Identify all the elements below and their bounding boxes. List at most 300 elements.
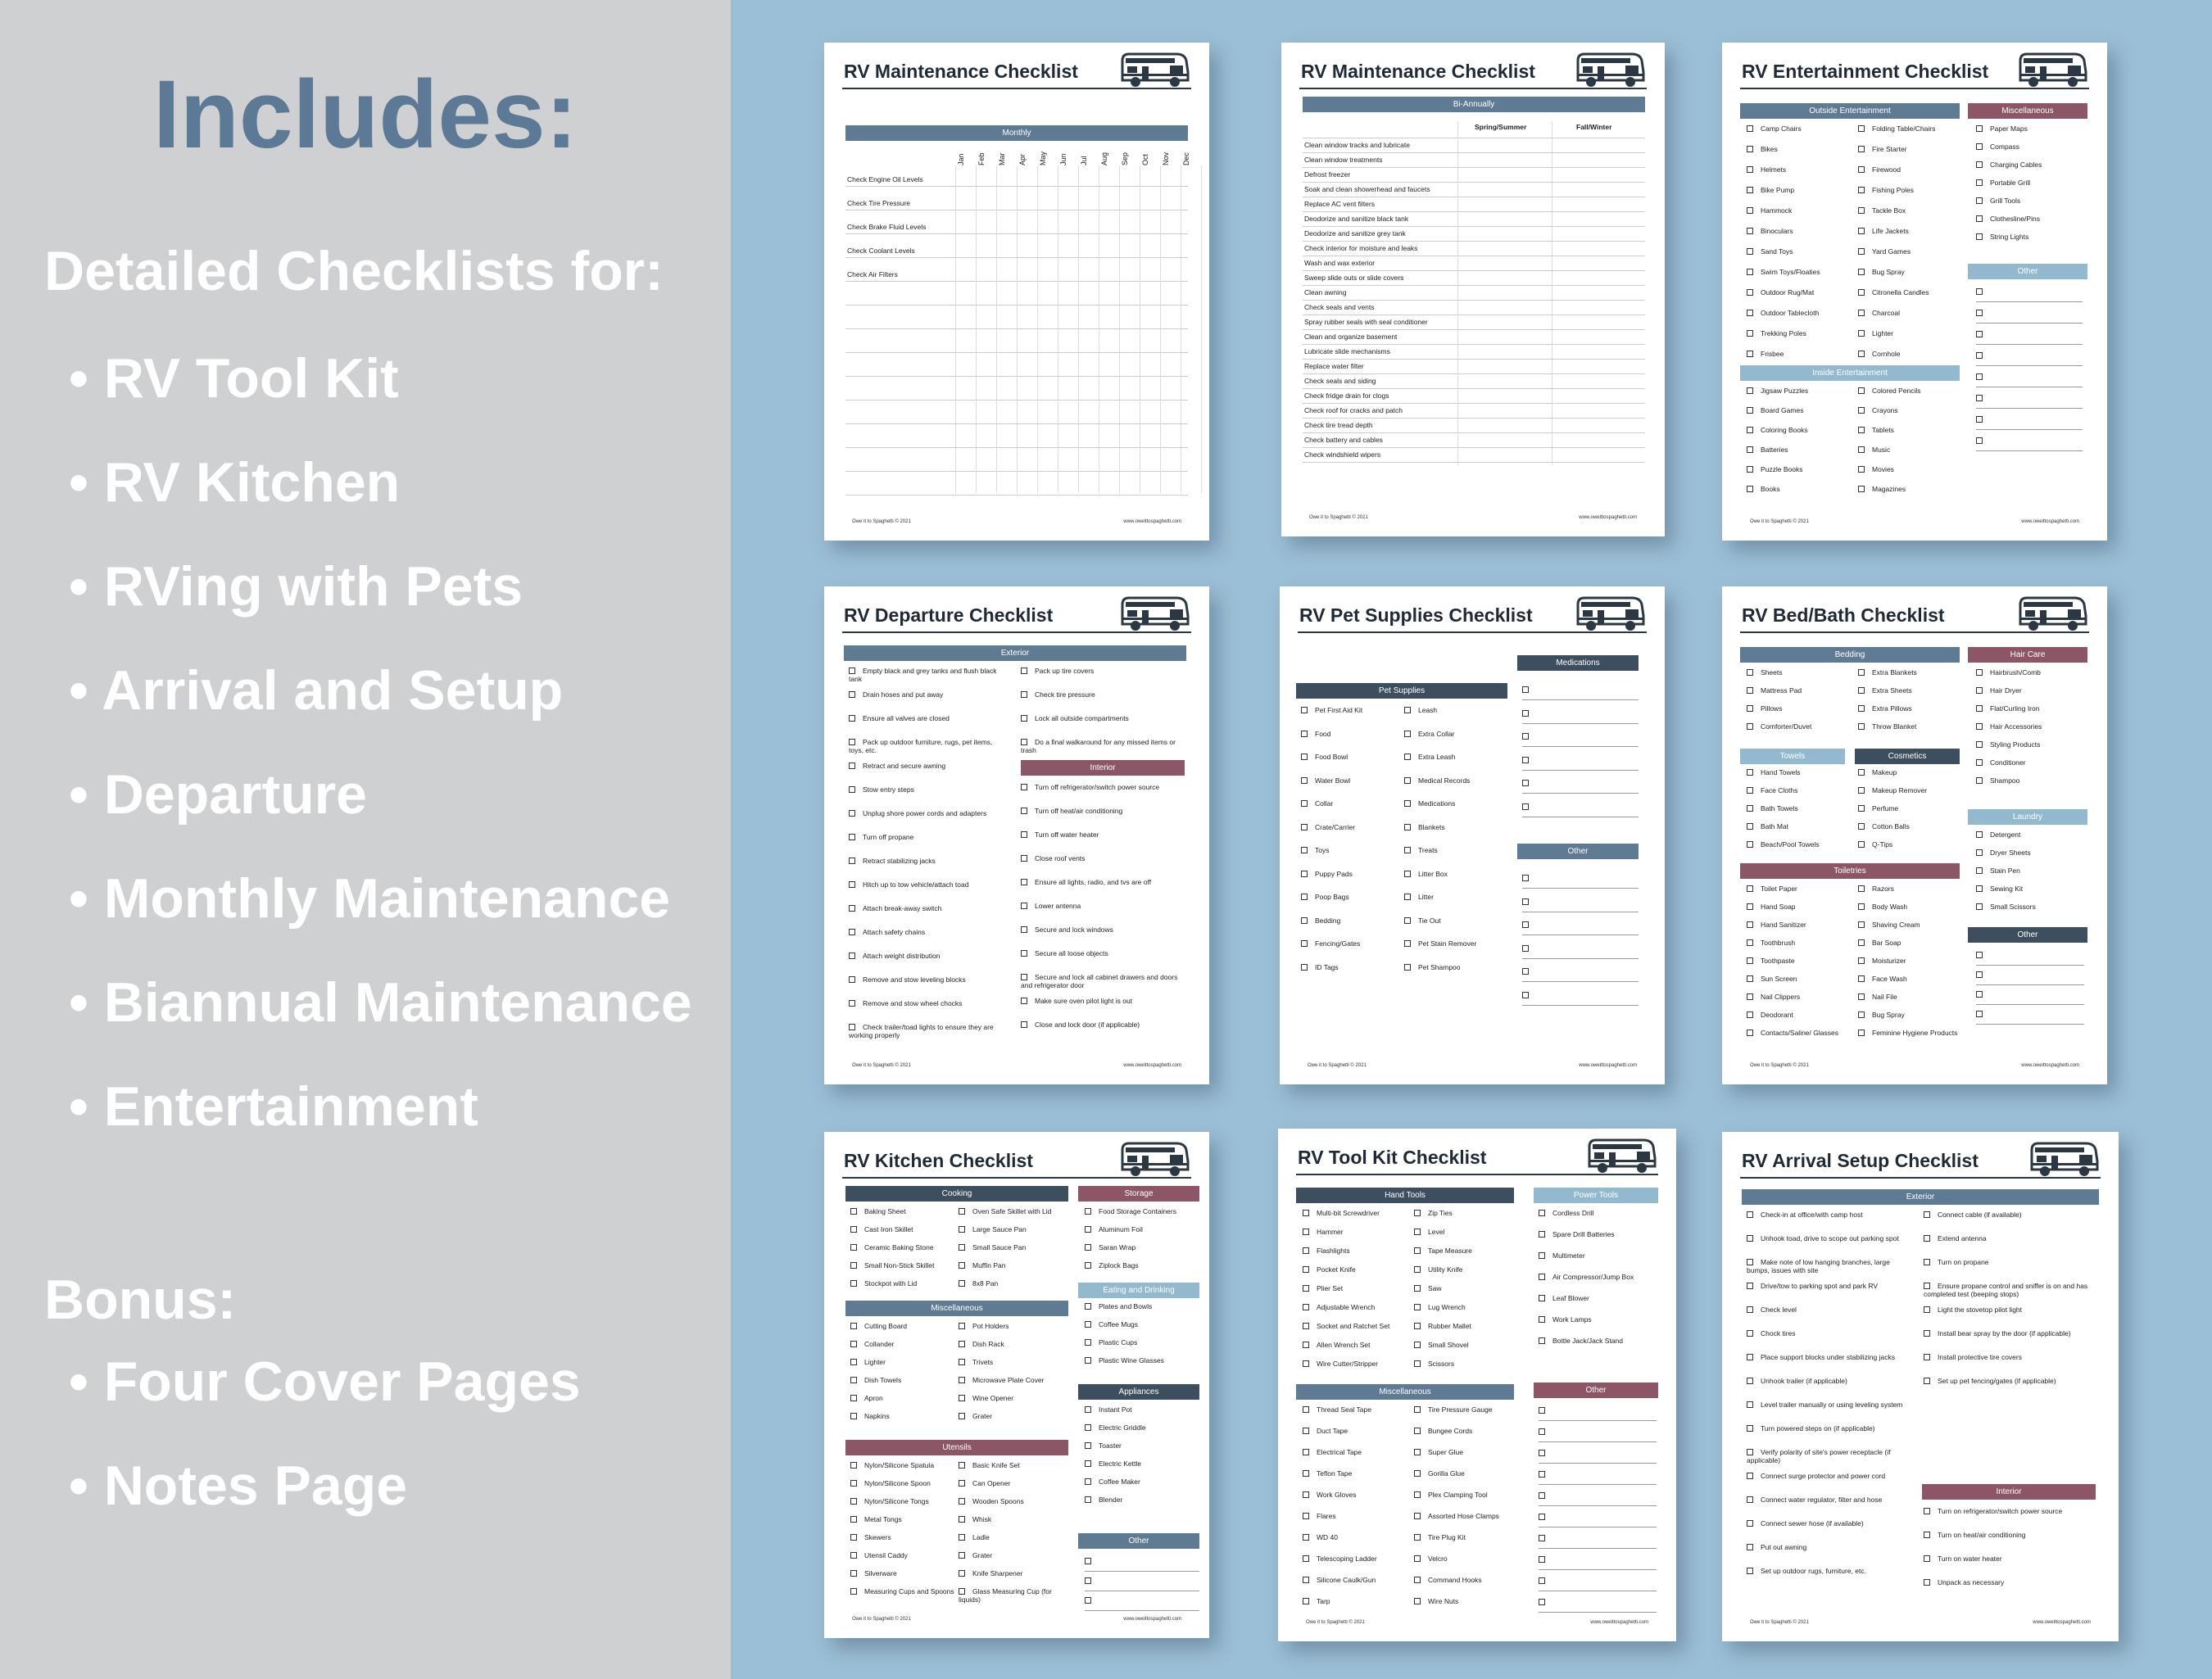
checkbox-icon	[1414, 1266, 1421, 1273]
bullet-pets: • RVing with Pets	[69, 555, 524, 618]
checklist-item-label: Plates and Bowls	[1099, 1302, 1153, 1310]
checklist-item	[850, 1587, 955, 1595]
checklist-item	[1303, 1533, 1338, 1542]
checklist-item	[1858, 903, 1960, 911]
blank-line	[1522, 981, 1639, 982]
checkbox-icon	[1414, 1210, 1421, 1216]
checklist-item-label: Turn on water heater	[1938, 1555, 2002, 1563]
rv-icon	[1586, 1135, 1657, 1174]
checklist-item	[1747, 957, 1848, 965]
checklist-item-label: Clean window tracks and lubricate	[1304, 141, 1410, 149]
checklist-item-label: Hand Soap	[1761, 903, 1796, 911]
sheet-title: RV Maintenance Checklist	[1301, 61, 1535, 82]
checklist-item-label: Metal Tongs	[864, 1515, 902, 1523]
checkbox-icon	[1747, 805, 1753, 812]
checklist-item-label: Deodorize and sanitize grey tank	[1304, 229, 1406, 238]
checklist-item-label: Razors	[1872, 885, 1894, 893]
blank-line	[1976, 408, 2083, 409]
checklist-item	[959, 1533, 1063, 1541]
checklist-item	[1747, 885, 1848, 893]
checklist-item	[850, 1515, 955, 1523]
checklist-item	[1747, 329, 1806, 338]
checklist-item-label: Check Brake Fluid Levels	[847, 223, 927, 231]
checkbox-icon	[1976, 777, 1983, 784]
checklist-item	[959, 1243, 1026, 1252]
checkbox-icon	[849, 953, 855, 959]
checkbox-icon	[1303, 1247, 1309, 1254]
blank-checkbox	[1522, 803, 1529, 810]
checkbox-icon	[1747, 1235, 1753, 1242]
checkbox-icon	[1924, 1532, 1930, 1538]
checklist-item-label: Coloring Books	[1761, 426, 1808, 434]
checklist-item-label: Food Storage Containers	[1099, 1207, 1176, 1215]
checklist-item-label: Multi-bit Screwdriver	[1317, 1209, 1380, 1217]
checklist-item	[1303, 1405, 1371, 1414]
checklist-item	[1747, 186, 1794, 195]
checkbox-icon	[1976, 197, 1983, 204]
checklist-item	[1924, 1377, 2097, 1385]
checklist-item-label: Ladle	[972, 1533, 990, 1541]
checklist-item	[959, 1376, 1044, 1385]
grid-row	[1303, 211, 1645, 212]
checklist-item-label: Saran Wrap	[1099, 1243, 1136, 1251]
grid-col	[1017, 165, 1018, 493]
checklist-item	[849, 833, 1009, 841]
bullet-cover-pages: • Four Cover Pages	[69, 1351, 581, 1413]
checklist-item-label: Make note of low hanging branches, large bumps, issues with site	[1747, 1258, 1890, 1274]
section-header: Other	[1534, 1383, 1658, 1398]
checklist-item	[1303, 1341, 1371, 1350]
checklist-item-label: Spray rubber seals with seal conditioner	[1304, 318, 1428, 326]
footer-copyright: Owe it to Spaghetti © 2021	[852, 1617, 911, 1622]
checklist-item	[1747, 1543, 1912, 1551]
footer-copyright: Owe it to Spaghetti © 2021	[852, 519, 911, 524]
checkbox-icon	[1747, 1425, 1753, 1432]
checklist-item	[1303, 1597, 1330, 1606]
checklist-item-label: Coffee Mugs	[1099, 1320, 1139, 1328]
checkbox-icon	[850, 1552, 857, 1559]
checklist-item	[850, 1340, 894, 1349]
checklist-item	[1304, 436, 1383, 445]
section-header: Miscellaneous	[1968, 103, 2087, 119]
checklist-item-label: Oven Safe Skillet with Lid	[972, 1207, 1052, 1215]
checklist-item-label: Cordless Drill	[1552, 1209, 1594, 1217]
checklist-item	[1858, 186, 1914, 195]
checklist-item	[1303, 1265, 1356, 1274]
checkbox-icon	[1858, 885, 1865, 892]
checklist-item-label: Conditioner	[1990, 758, 2026, 767]
checklist-item-label: Ensure all lights, radio, and tvs are off	[1035, 878, 1152, 886]
grid-col	[1037, 165, 1038, 493]
blank-checkbox	[1539, 1599, 1545, 1605]
checklist-item-label: Check seals and vents	[1304, 303, 1375, 311]
checklist-item-label: Compass	[1990, 143, 2019, 151]
checklist-item	[1924, 1306, 2097, 1314]
footer-copyright: Owe it to Spaghetti © 2021	[852, 1063, 911, 1068]
checklist-item	[1747, 668, 1782, 677]
checklist-item	[1747, 124, 1802, 134]
checkbox-icon	[1747, 351, 1753, 357]
checklist-item-label: Assorted Hose Clamps	[1428, 1512, 1499, 1520]
checkbox-icon	[1858, 387, 1865, 394]
checklist-item-label: Work Gloves	[1317, 1491, 1357, 1499]
checklist-item	[850, 1497, 955, 1505]
blank-line	[1539, 1548, 1657, 1549]
grid-col	[1078, 165, 1079, 493]
checklist-item-label: Grill Tools	[1990, 197, 2021, 205]
grid-row	[1303, 285, 1645, 286]
checklist-item	[1021, 949, 1178, 957]
checkbox-icon	[1414, 1577, 1421, 1583]
checklist-item-label: Unplug shore power cords and adapters	[863, 809, 987, 817]
checklist-item	[850, 1225, 913, 1234]
checkbox-icon	[1924, 1354, 1930, 1360]
checklist-item-label: Turn off heat/air conditioning	[1035, 807, 1123, 815]
checklist-item	[1858, 722, 1916, 731]
checkbox-icon	[1747, 1496, 1753, 1503]
checklist-item	[1858, 247, 1911, 256]
rv-icon	[2017, 593, 2087, 632]
checkbox-icon	[1404, 800, 1411, 807]
checklist-item-label: Collar	[1315, 799, 1334, 808]
checkbox-icon	[1414, 1247, 1421, 1254]
blank-checkbox	[1976, 310, 1983, 316]
section-header: Eating and Drinking	[1078, 1283, 1199, 1298]
checkbox-icon	[1085, 1339, 1091, 1346]
checklist-item-label: Wash and wax exterior	[1304, 259, 1376, 267]
checklist-item	[1858, 1029, 1960, 1037]
checkbox-icon	[1858, 269, 1865, 275]
checkbox-icon	[1976, 849, 1983, 856]
checklist-item-label: Check-in at office/with camp host	[1761, 1211, 1863, 1219]
column-spring: Spring/Summer	[1475, 123, 1527, 131]
checklist-item	[1021, 807, 1178, 815]
checklist-item	[1085, 1302, 1152, 1311]
checklist-item-label: Medical Records	[1418, 776, 1471, 785]
grid-row	[1303, 388, 1645, 389]
checkbox-icon	[1858, 1030, 1865, 1036]
checklist-item-label: Bath Towels	[1761, 804, 1798, 812]
checklist-item-label: Replace water filter	[1304, 362, 1364, 370]
bullet-monthly: • Monthly Maintenance	[69, 867, 671, 930]
checklist-item	[1858, 426, 1894, 435]
checklist-item-label: Movies	[1872, 465, 1894, 473]
checklist-item-label: Can Opener	[972, 1479, 1011, 1487]
blank-checkbox	[1522, 686, 1529, 693]
blank-checkbox	[1976, 971, 1983, 978]
checkbox-icon	[1858, 903, 1865, 910]
checklist-item	[1301, 776, 1350, 785]
checkbox-icon	[850, 1208, 857, 1215]
checklist-item	[1414, 1491, 1488, 1500]
checkbox-icon	[1858, 289, 1865, 296]
checkbox-icon	[1858, 187, 1865, 193]
checklist-item-label: Check level	[1761, 1306, 1797, 1314]
checklist-item-label: Stow entry steps	[863, 785, 914, 794]
checklist-item	[1747, 722, 1811, 731]
checklist-item	[1924, 1234, 2097, 1242]
checkbox-icon	[1085, 1442, 1091, 1449]
checklist-item-label: Check seals and siding	[1304, 377, 1376, 385]
checklist-item	[1858, 309, 1900, 318]
checklist-item	[1303, 1360, 1378, 1369]
blank-checkbox	[1085, 1597, 1091, 1604]
checklist-item-label: Rubber Mallet	[1428, 1322, 1471, 1330]
checklist-item	[1747, 1519, 1912, 1527]
bonus-title: Bonus:	[44, 1269, 237, 1331]
checklist-item-label: Utility Knife	[1428, 1265, 1463, 1274]
checkbox-icon	[1021, 855, 1027, 862]
blank-line	[1522, 958, 1639, 959]
checkbox-icon	[1021, 739, 1027, 745]
checklist-item	[1085, 1261, 1139, 1270]
checkbox-icon	[1924, 1211, 1930, 1218]
checklist-item-label: Body Wash	[1872, 903, 1908, 911]
checklist-item	[1021, 783, 1178, 791]
checklist-item-label: Stockpot with Lid	[864, 1279, 918, 1288]
checklist-item	[1976, 179, 2030, 188]
checkbox-icon	[1924, 1378, 1930, 1384]
checklist-item	[850, 1461, 955, 1469]
checklist-sheet-biannual	[1281, 43, 1665, 536]
checkbox-icon	[1404, 707, 1411, 713]
checklist-item	[1303, 1555, 1377, 1564]
month-label: Oct	[1141, 153, 1149, 165]
grid-row	[1303, 300, 1645, 301]
checkbox-icon	[850, 1341, 857, 1347]
checklist-item-label: Hand Towels	[1761, 768, 1801, 776]
checklist-item-label: Nylon/Silicone Spoon	[864, 1479, 931, 1487]
checklist-item-label: Telescoping Ladder	[1317, 1555, 1377, 1563]
checklist-item	[1304, 259, 1375, 268]
checklist-item-label: Toothbrush	[1761, 939, 1796, 947]
footer-copyright: Owe it to Spaghetti © 2021	[1306, 1620, 1365, 1625]
checkbox-icon	[1303, 1304, 1309, 1310]
month-label: Aug	[1100, 152, 1108, 165]
checkbox-icon	[1747, 1544, 1753, 1550]
checkbox-icon	[1303, 1555, 1309, 1562]
checklist-item-label: Cast Iron Skillet	[864, 1225, 913, 1233]
checklist-item-label: Socket and Ratchet Set	[1317, 1322, 1390, 1330]
checkbox-icon	[850, 1244, 857, 1251]
checklist-item-label: Portable Grill	[1990, 179, 2031, 187]
checklist-item-label: Treats	[1418, 846, 1438, 854]
checkbox-icon	[1747, 1568, 1753, 1574]
checklist-item	[1414, 1576, 1482, 1585]
checklist-item-label: Dryer Sheets	[1990, 849, 2031, 857]
checkbox-icon	[959, 1280, 965, 1287]
checklist-item	[1085, 1320, 1138, 1329]
checklist-item	[1976, 849, 2031, 858]
checklist-item-label: Unhook toad, drive to scope out parking spot	[1761, 1234, 1899, 1242]
checklist-item	[1924, 1555, 2097, 1563]
checklist-item	[1976, 830, 2020, 840]
checklist-item	[1414, 1448, 1463, 1457]
checklist-item-label: WD 40	[1317, 1533, 1338, 1541]
checklist-item	[1747, 822, 1788, 831]
blank-checkbox	[1522, 921, 1529, 928]
checklist-item-label: Flashlights	[1317, 1247, 1350, 1255]
checklist-item-label: Plex Clamping Tool	[1428, 1491, 1488, 1499]
blank-checkbox	[1522, 733, 1529, 740]
checklist-item-label: Flat/Curling Iron	[1990, 704, 2040, 713]
checklist-item-label: Electric Griddle	[1099, 1423, 1146, 1432]
checklist-item	[1924, 1329, 2097, 1337]
checklist-sheet-arrival	[1722, 1132, 2119, 1641]
checklist-item	[1976, 776, 2019, 785]
blank-checkbox	[1085, 1577, 1091, 1584]
checkbox-icon	[1085, 1226, 1091, 1233]
checklist-item-label: Put out awning	[1761, 1543, 1807, 1551]
checklist-item	[1414, 1360, 1454, 1369]
checklist-item	[1404, 706, 1437, 715]
checkbox-icon	[1414, 1598, 1421, 1604]
checklist-item	[850, 1243, 934, 1252]
checkbox-icon	[1303, 1285, 1309, 1292]
includes-title: Includes:	[153, 61, 578, 169]
checklist-item	[1404, 916, 1441, 925]
checklist-item-label: Swim Toys/Floaties	[1761, 268, 1820, 276]
checkbox-icon	[850, 1262, 857, 1269]
checklist-item-label: Camp Chairs	[1761, 124, 1802, 133]
checkbox-icon	[1303, 1342, 1309, 1348]
blank-line	[1976, 323, 2083, 324]
footer-website: www.oweittospaghetti.com	[1579, 1063, 1637, 1068]
blank-line	[1976, 301, 2083, 302]
checklist-item	[1747, 1029, 1848, 1037]
checkbox-icon	[1858, 146, 1865, 152]
month-label: Jun	[1059, 153, 1067, 165]
left-panel	[0, 0, 731, 1679]
checklist-item	[959, 1412, 992, 1421]
checklist-item	[1858, 822, 1910, 831]
checkbox-icon	[1414, 1513, 1421, 1519]
checklist-item	[1858, 145, 1907, 154]
checkbox-icon	[1085, 1424, 1091, 1431]
checklist-item	[1301, 893, 1349, 902]
checklist-item-label: Apron	[864, 1394, 883, 1402]
checklist-item	[1747, 1306, 1912, 1314]
checklist-sheet-bedbath	[1722, 586, 2107, 1084]
blank-line	[1539, 1484, 1657, 1485]
checkbox-icon	[1858, 687, 1865, 694]
blank-line	[1522, 793, 1639, 794]
checkbox-icon	[850, 1323, 857, 1329]
checklist-item-label: Plastic Cups	[1099, 1338, 1138, 1346]
checklist-item-label: Defrost freezer	[1304, 170, 1351, 179]
checklist-item-label: Throw Blanket	[1872, 722, 1917, 731]
checkbox-icon	[849, 1000, 855, 1007]
blank-line	[1522, 770, 1639, 771]
checklist-item	[1858, 957, 1960, 965]
checkbox-icon	[1539, 1231, 1545, 1238]
checklist-item-label: Sweep slide outs or slide covers	[1304, 274, 1404, 282]
checkbox-icon	[1414, 1360, 1421, 1367]
checklist-item-label: Crate/Carrier	[1315, 822, 1356, 831]
blank-line	[1976, 429, 2083, 430]
checklist-item-label: Level trailer manually or using leveling system	[1761, 1401, 1903, 1409]
section-header: Hair Care	[1968, 647, 2087, 663]
checklist-item-label: Folding Table/Chairs	[1872, 124, 1936, 133]
checklist-item	[1085, 1338, 1137, 1347]
checklist-item	[849, 880, 1009, 889]
checklist-item	[1747, 206, 1792, 215]
checklist-item-label: Coffee Maker	[1099, 1478, 1140, 1486]
checkbox-icon	[1747, 269, 1753, 275]
checkbox-icon	[1858, 407, 1865, 414]
checkbox-icon	[959, 1516, 965, 1523]
checklist-item	[1858, 446, 1890, 455]
checkbox-icon	[1021, 974, 1027, 980]
checkbox-icon	[1303, 1406, 1309, 1413]
footer-website: www.oweittospaghetti.com	[2021, 519, 2079, 524]
checklist-item-label: Set up outdoor rugs, furniture, etc.	[1761, 1567, 1866, 1575]
checkbox-icon	[1085, 1357, 1091, 1364]
checklist-item-label: Verify polarity of site's power receptacle (if applicable)	[1747, 1448, 1891, 1464]
checklist-item-label: Multimeter	[1552, 1251, 1585, 1260]
blank-line	[1539, 1569, 1657, 1570]
checklist-item-label: Hair Dryer	[1990, 686, 2022, 695]
checkbox-icon	[1976, 179, 1983, 186]
checklist-item	[850, 1358, 886, 1367]
section-header: Pet Supplies	[1296, 683, 1507, 699]
checklist-item-label: Comforter/Duvet	[1761, 722, 1812, 731]
checklist-item-label: Nail File	[1872, 993, 1897, 1001]
footer-copyright: Owe it to Spaghetti © 2021	[1750, 1620, 1809, 1625]
checklist-item	[1924, 1258, 2097, 1266]
checklist-item	[1747, 1234, 1912, 1242]
month-label: Jan	[957, 153, 965, 165]
blank-checkbox	[1976, 952, 1983, 958]
checklist-item	[1924, 1507, 2097, 1515]
checklist-item	[1085, 1496, 1122, 1505]
checkbox-icon	[1858, 446, 1865, 453]
checkbox-icon	[849, 763, 855, 769]
footer-copyright: Owe it to Spaghetti © 2021	[1308, 1063, 1367, 1068]
checkbox-icon	[1976, 867, 1983, 874]
checklist-item	[1304, 362, 1364, 371]
blank-checkbox	[1976, 331, 1983, 337]
checklist-item-label: Attach break-away switch	[863, 904, 942, 912]
checklist-item-label: Bedding	[1315, 916, 1341, 925]
grid-row	[1303, 418, 1645, 419]
checkbox-icon	[1085, 1321, 1091, 1328]
checklist-item-label: Hammock	[1761, 206, 1793, 215]
checklist-item-label: Check windshield wipers	[1304, 450, 1381, 459]
checklist-item	[1976, 867, 2020, 876]
checklist-item-label: Pot Holders	[972, 1322, 1009, 1330]
checkbox-icon	[849, 881, 855, 888]
checklist-item-label: Extra Pillows	[1872, 704, 1912, 713]
checklist-item	[1858, 686, 1912, 695]
checklists-subtitle: Detailed Checklists for:	[44, 240, 664, 302]
checkbox-icon	[1747, 207, 1753, 214]
checklist-item	[1747, 1424, 1912, 1432]
checklist-item-label: Cotton Balls	[1872, 822, 1910, 830]
checkbox-icon	[1747, 723, 1753, 730]
checklist-item	[1858, 939, 1960, 947]
checklist-item	[1747, 939, 1848, 947]
checklist-item	[1414, 1597, 1458, 1606]
checklist-item	[1404, 893, 1434, 902]
checkbox-icon	[1747, 939, 1753, 946]
checkbox-icon	[1303, 1491, 1309, 1498]
checklist-item-label: Lighter	[864, 1358, 886, 1366]
checklist-item	[849, 714, 1009, 722]
checklist-item	[1976, 740, 2040, 749]
checkbox-icon	[1414, 1285, 1421, 1292]
checklist-item	[1747, 1472, 1912, 1480]
